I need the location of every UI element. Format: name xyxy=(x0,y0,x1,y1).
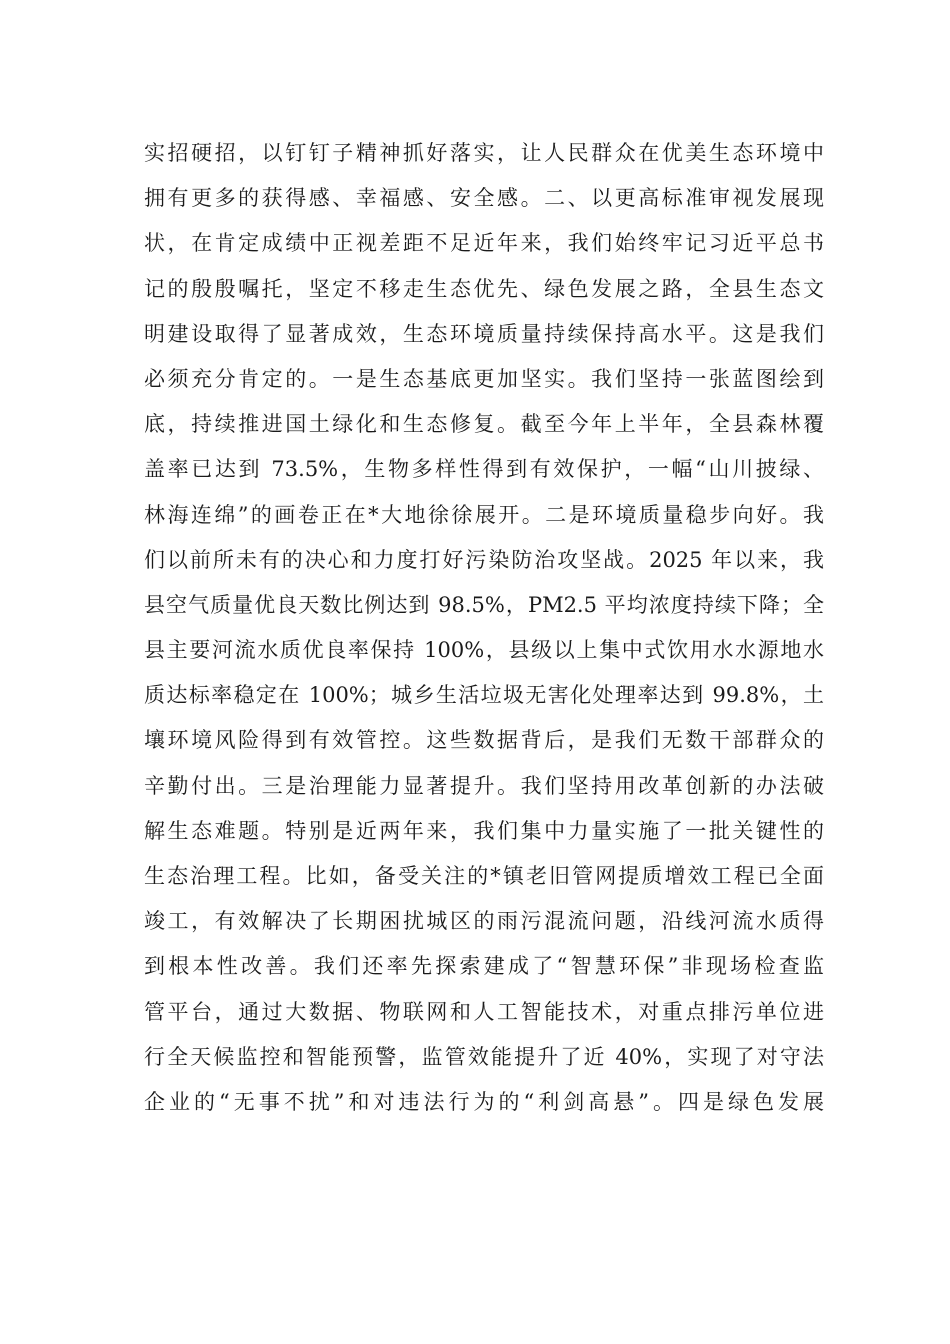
text-line: 明建设取得了显著成效，生态环境质量持续保持高水平。这是我们 xyxy=(144,321,824,346)
text-line: 管平台，通过大数据、物联网和人工智能技术，对重点排污单位进 xyxy=(144,999,824,1024)
text-line: 竣工，有效解决了长期困扰城区的雨污混流问题，沿线河流水质得 xyxy=(144,909,824,934)
text-line: 县空气质量优良天数比例达到 98.5%，PM2.5 平均浓度持续下降；全 xyxy=(144,592,824,617)
text-line: 记的殷殷嘱托，坚定不移走生态优先、绿色发展之路，全县生态文 xyxy=(144,276,824,301)
text-line: 到根本性改善。我们还率先探索建成了“智慧环保”非现场检查监 xyxy=(144,954,824,979)
text-line: 底，持续推进国土绿化和生态修复。截至今年上半年，全县森林覆 xyxy=(144,412,824,437)
text-line: 县主要河流水质优良率保持 100%，县级以上集中式饮用水水源地水 xyxy=(144,638,824,663)
text-line: 解生态难题。特别是近两年来，我们集中力量实施了一批关键性的 xyxy=(144,818,824,843)
text-line: 状，在肯定成绩中正视差距不足近年来，我们始终牢记习近平总书 xyxy=(144,231,824,256)
body-text xyxy=(144,131,824,1125)
text-line: 必须充分肯定的。一是生态基底更加坚实。我们坚持一张蓝图绘到 xyxy=(144,366,824,391)
text-line: 壤环境风险得到有效管控。这些数据背后，是我们无数干部群众的 xyxy=(144,728,824,753)
text-line: 行全天候监控和智能预警，监管效能提升了近 40%，实现了对守法 xyxy=(144,1044,824,1069)
text-line: 盖率已达到 73.5%，生物多样性得到有效保护，一幅“山川披绿、 xyxy=(144,457,824,482)
text-line: 质达标率稳定在 100%；城乡生活垃圾无害化处理率达到 99.8%，土 xyxy=(144,683,824,708)
text-line: 辛勤付出。三是治理能力显著提升。我们坚持用改革创新的办法破 xyxy=(144,773,824,798)
text-line: 拥有更多的获得感、幸福感、安全感。二、以更高标准审视发展现 xyxy=(144,186,824,211)
text-line: 生态治理工程。比如，备受关注的*镇老旧管网提质增效工程已全面 xyxy=(144,864,824,888)
text-line: 林海连绵”的画卷正在*大地徐徐展开。二是环境质量稳步向好。我 xyxy=(144,502,824,527)
text-line: 们以前所未有的决心和力度打好污染防治攻坚战。2025 年以来，我 xyxy=(144,547,824,572)
text-line: 企业的“无事不扰”和对违法行为的“利剑高悬”。四是绿色发展 xyxy=(144,1089,824,1114)
text-line: 实招硬招，以钉钉子精神抓好落实，让人民群众在优美生态环境中 xyxy=(144,141,824,165)
